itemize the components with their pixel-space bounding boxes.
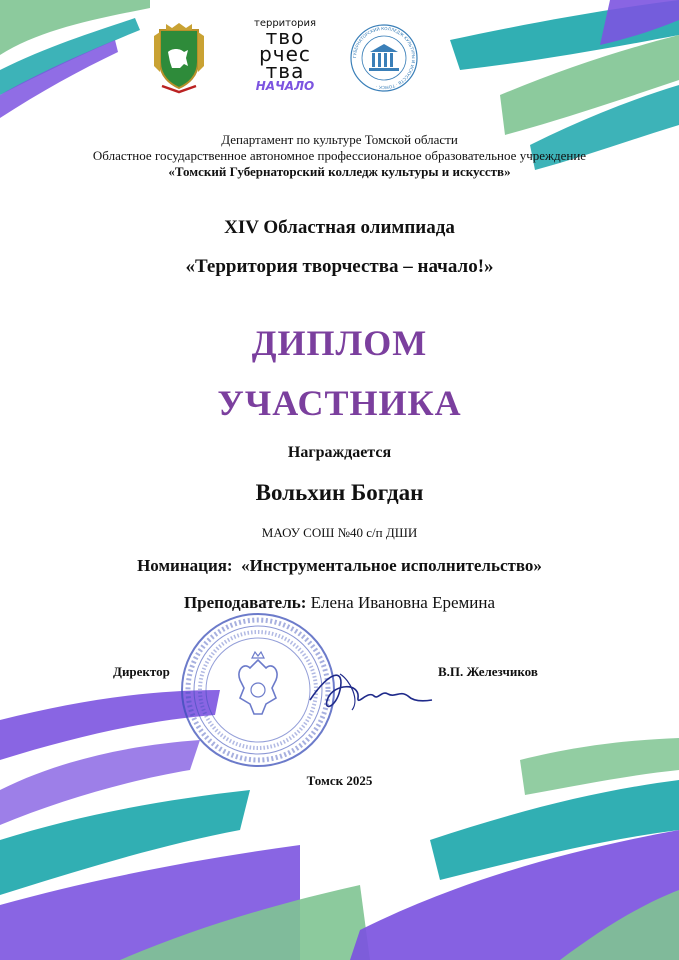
college-round-logo — [348, 22, 420, 94]
tomsk-coat-of-arms-logo — [150, 22, 208, 94]
director-label: Директор — [113, 664, 170, 679]
logo-line-2: рчес — [259, 42, 311, 66]
city-year: Томск 2025 — [306, 773, 373, 788]
nomination-value: «Инструментальное исполнительство» — [241, 556, 542, 575]
logo-script-word: НАЧАЛО — [255, 79, 315, 93]
logo-line-1: тво — [265, 25, 305, 49]
teacher-name: Елена Ивановна Еремина — [310, 593, 496, 612]
college-ring-text: ГУБЕРНАТОРСКИЙ КОЛЛЕДЖ КУЛЬТУРЫ И ИСКУССТВ · ТОМСК · — [351, 25, 417, 91]
diploma-title: ДИПЛОМ — [251, 323, 428, 363]
event-title-line2: «Территория творчества – начало!» — [185, 256, 494, 277]
director-signature — [300, 660, 440, 720]
director-name: В.П. Железчиков — [438, 664, 538, 679]
logo-territory-word: территория — [254, 18, 316, 29]
teacher-label: Преподаватель: — [183, 593, 307, 612]
school-name: МАОУ СОШ №40 с/п ДШИ — [261, 525, 418, 540]
college-name: «Томский Губернаторский колледж культуры и искусств» — [168, 164, 511, 179]
logo-line-3: тва — [265, 59, 305, 83]
awarded-label: Награждается — [287, 444, 392, 461]
territory-of-creativity-logo — [244, 18, 326, 104]
diploma-subtitle: УЧАСТНИКА — [217, 383, 462, 423]
nomination-label: Номинация: — [137, 556, 233, 575]
teacher-line — [0, 593, 679, 613]
nomination-line — [0, 556, 679, 576]
recipient-name: Вольхин Богдан — [255, 480, 424, 505]
department-line: Департамент по культуре Томской области — [221, 132, 458, 147]
event-title-line1: XIV Областная олимпиада — [224, 217, 455, 238]
institution-line: Областное государственное автономное профессиональное образовательное учреждение — [92, 148, 587, 163]
